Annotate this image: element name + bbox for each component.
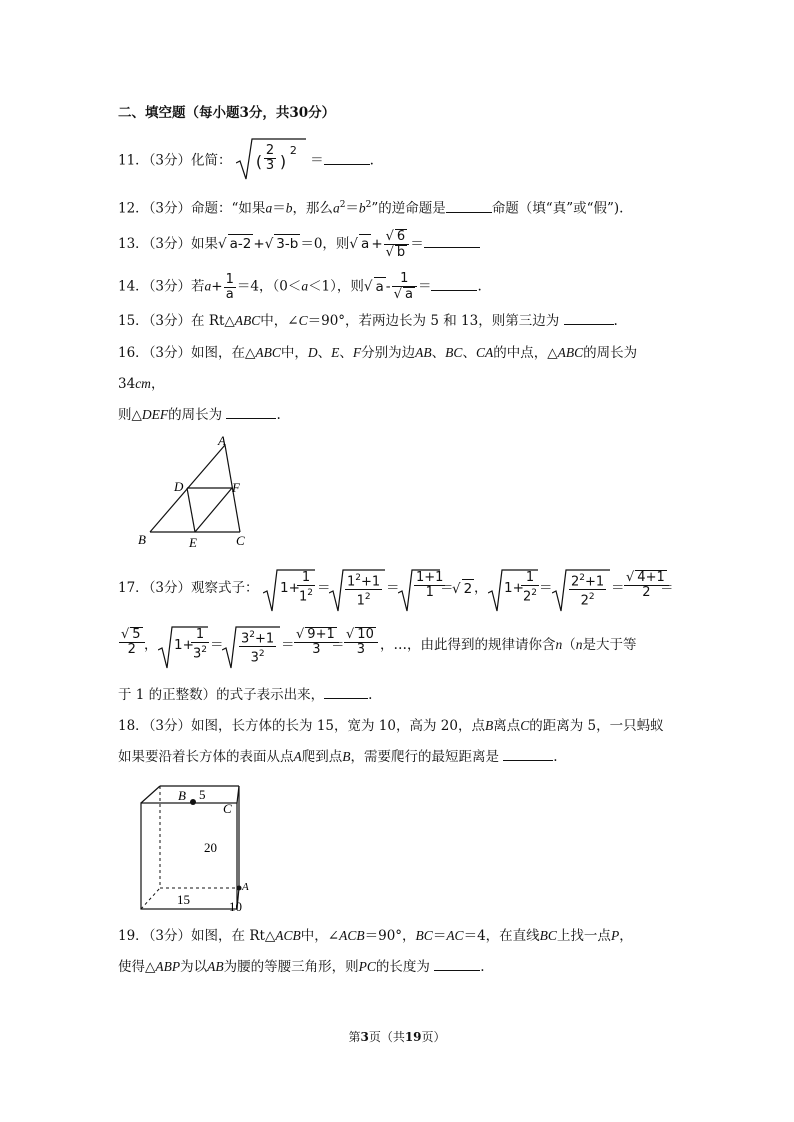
radical-sign: √ [121,627,130,642]
period: . [480,959,485,975]
fraction-denominator: 2 [523,589,532,605]
question-text: ＝90°，若两边长为 5 和 13，则第三边为 [307,313,560,329]
number: 1 [280,580,289,596]
segment-label: PC [358,959,376,974]
question-text: ＝4，（0＜ [236,278,302,295]
question-number: 11． [118,152,149,169]
radical-sign: √ [626,570,635,585]
point-label: P [610,928,620,943]
question-number: 17． [118,580,149,596]
angle-label: ACB [339,928,365,943]
period: . [276,407,281,423]
perimeter-value: 34 [118,376,136,392]
question-text: 分别为边 [361,345,416,361]
question-number: 16． [118,345,149,361]
segment-EF [195,488,232,532]
fraction-numerator: 1+1 [416,570,444,585]
equals: ＝ [317,580,331,596]
question-text: 是大于等 [582,637,637,653]
fraction-denominator: 2 [127,642,136,657]
punctuation: ， [474,580,488,596]
question-text: 如图，在 Rt△ [191,928,276,944]
question-text: 爬到点 [301,749,343,765]
score: （3分） [148,718,192,734]
question-text: 命题：“如果 [191,200,266,217]
question-text: ，需要爬行的最短距离是 [350,749,499,765]
separator: 、 [431,345,446,361]
var-c: C [298,313,308,328]
question-text: ＝0，则 [300,236,350,252]
fraction-numerator: 1 [225,271,234,287]
label-A: A [242,881,249,893]
fraction-numerator: 1 [392,272,417,287]
point-label: D [307,345,318,360]
question-19-line2 [118,958,485,976]
plus: + [253,236,265,252]
question-18-line2 [118,748,558,766]
exponent: 2 [339,200,346,210]
radicand: 9+1 [307,627,335,642]
period: . [369,152,374,169]
radicand: b [396,245,406,260]
radical-sign: √ [452,581,461,597]
question-text: 中，∠ [300,928,340,944]
question-text: 为以 [180,959,208,975]
question-text: 如图，在△ [191,345,256,361]
question-text: 如图，长方体的长为 15，宽为 10，高为 20，点 [191,718,485,734]
label-B: B [138,532,146,547]
var-a: a [265,200,273,216]
exponent: 2 [307,588,314,598]
triangle-label: DEF [141,407,169,422]
answer-blank[interactable] [564,312,614,325]
radicand: a [375,278,384,295]
question-text: ，…，由此得到的规律请你含 [380,637,556,653]
question-text: 于 1 的正整数）的式子表示出来， [118,687,325,703]
fraction-denominator: 2 [642,585,651,600]
question-text: 中，∠ [260,313,299,329]
radicand: a [361,236,370,252]
sqrt-expression: ( $\frac{2}{3}$ ) 2 [236,141,306,181]
var-a: a [301,278,309,294]
segment-label: AB [207,959,224,974]
segment-label: BC [445,345,463,360]
plus: + [211,278,223,295]
label-D: D [174,479,184,494]
question-text: 离点 [493,718,521,734]
question-18 [118,717,664,735]
question-number: 15． [118,313,149,329]
equals: ＝ [345,200,359,217]
point-A-dot [237,886,242,891]
answer-blank[interactable] [324,686,368,699]
triangle-label: ABC [255,345,281,360]
triangle-figure [130,430,260,552]
label-10: 10 [229,899,242,914]
point-label: B [342,749,351,764]
score: （3分） [148,313,192,329]
question-text: 的周长为 [168,407,223,423]
question-text: 观察式子： [191,580,259,596]
page-number: 3 [360,1030,369,1044]
unit: cm [135,376,151,391]
var-n: n [555,637,563,652]
question-text: 使得△ [118,959,156,975]
hidden-edge [141,888,160,909]
question-text: 在 Rt△ [191,313,235,329]
exponent: 2 [365,200,372,210]
question-text: 如果要沿着长方体的表面从点 [118,749,294,765]
var-b: b [358,200,366,216]
answer-blank[interactable] [431,278,477,291]
equals: ＝ [310,152,324,169]
radicand: 2 [463,581,473,597]
question-11 [118,141,374,181]
separator: 、 [317,345,332,361]
radicand: 5 [132,627,141,642]
label-F: F [232,480,240,495]
radicand: 4+1 [637,570,665,585]
var-a: a [204,278,212,294]
question-text: 命题（填“真”或“假”). [491,200,624,217]
label-B: B [178,788,186,803]
fraction [384,229,410,260]
fraction [392,272,417,302]
question-13: 13．（3分）如果√ a-2 +√ 3-b ＝0，则√ a + $\frac{√ 6}{√ b}$ ＝ [118,229,480,260]
equals: ＝ [410,236,424,252]
score: （3分） [148,345,192,361]
exponent: 2 [249,630,256,640]
question-text: 若 [191,278,205,295]
triangle-label: ACB [275,928,301,943]
question-number: 19． [118,928,149,944]
fraction-denominator: 3 [312,642,321,657]
fraction-denominator: 3 [265,158,275,173]
period: . [613,313,618,329]
var-n: n [575,637,583,652]
score: （3分） [148,278,192,295]
base: 2 [571,574,580,590]
fraction-denominator: 1 [299,589,308,605]
question-number: 14． [118,278,149,295]
fraction-denominator: 1 [356,593,365,609]
question-text: 的中点，△ [493,345,558,361]
triangle-label: ABP [155,959,181,974]
point-label: E [331,345,340,360]
question-text: ，那么 [292,200,333,217]
radicand: a-2 [229,236,252,252]
radicand: 10 [357,627,374,642]
segment-label: AB [415,345,432,360]
label-C: C [236,533,245,548]
question-text: ＝90°， [364,928,416,944]
question-16-line2 [118,375,164,393]
fraction-denominator: 3 [250,650,259,666]
label-C: C [223,801,232,816]
question-17-line3 [118,686,372,704]
score: （3分） [148,152,192,169]
var-b: b [285,200,293,216]
base: 1 [347,574,356,590]
fraction-denominator: a [225,286,234,302]
label-E: E [189,535,197,550]
answer-blank[interactable] [446,200,492,213]
cuboid-figure [130,780,265,915]
total-pages: 19 [404,1030,422,1044]
question-14 [118,272,482,302]
score: （3分） [148,236,192,252]
base: 3 [241,631,250,647]
plus: + [288,580,300,596]
question-text: 中， [280,345,308,361]
point-label: C [520,718,530,733]
question-text: 的长度为 [375,959,430,975]
triangle-label: ABC [557,345,584,360]
radical-sign: √ [363,278,373,295]
label-A: A [218,433,226,448]
radical-sign: √ [349,236,359,252]
radicand: 3-b [276,236,299,252]
score: （3分） [148,200,192,217]
period: . [477,278,482,295]
question-15 [118,312,618,330]
answer-blank[interactable] [434,958,480,971]
exponent: 2 [289,144,297,157]
period: . [553,749,558,765]
separator: 、 [339,345,353,361]
exponent: 2 [258,649,265,660]
point-B-dot [190,799,196,805]
question-text: 上找一点 [556,928,611,944]
fraction-denominator: 3 [356,642,366,657]
page-footer [0,1028,794,1045]
minus: - [385,278,391,295]
score: （3分） [148,928,192,944]
radical-sign: √ [393,287,402,302]
answer-blank[interactable] [324,152,370,165]
question-number: 13． [118,236,149,252]
score: （3分） [148,580,192,596]
punctuation: ， [619,928,633,944]
footer-text: 页（共 [368,1030,405,1044]
exponent: 2 [364,592,371,603]
radicand: a [404,287,413,302]
addend: +1 [361,574,381,590]
radical-sign: √ [385,245,394,260]
question-number: 18． [118,718,149,734]
point-label: F [352,345,362,360]
segment-label: AC [446,928,464,943]
question-text: 的距离为 5，一只蚂蚁 [529,718,664,734]
question-text: 化简： [191,152,232,169]
exponent: 2 [579,573,586,583]
equals: ＝ [432,928,447,944]
exponent: 2 [355,573,362,583]
question-text: 的周长为 [583,345,638,361]
equals: ＝ [417,278,432,295]
triangle-label: ABC [234,313,261,328]
period: . [368,687,373,703]
radical-sign: √ [385,229,394,244]
question-16 [118,344,637,362]
addend: +1 [585,574,605,590]
segment-label: BC [539,928,557,943]
fraction-numerator: 2 [265,143,275,158]
segment-label: BC [415,928,433,943]
section-title: 二、填空题（每小题3分，共30分） [118,105,336,121]
question-16-line3 [118,406,281,424]
answer-blank[interactable] [226,406,276,419]
question-19 [118,927,633,945]
segment-label: CA [475,345,494,360]
answer-blank[interactable] [503,748,553,761]
fraction-denominator: 2 [580,593,589,609]
label-20: 20 [204,840,217,855]
radical-sign: √ [346,627,355,642]
label-15: 15 [177,892,190,907]
separator: 、 [462,345,476,361]
var-a: a [332,200,340,216]
question-number: 12． [118,200,149,217]
segment-DE [187,488,195,532]
question-text: ＜1），则 [308,278,364,295]
radicand: 6 [396,229,406,244]
question-12 [118,196,623,218]
exponent: 2 [201,645,208,655]
exponent: 2 [588,592,595,603]
answer-blank[interactable] [424,235,480,248]
equals: ＝ [272,200,286,217]
punctuation: ， [150,376,165,392]
question-text: ”的逆命题是 [371,200,446,217]
exponent: 2 [531,588,538,598]
radical-sign: √ [264,236,274,252]
punctuation: （ [562,637,576,653]
question-text: 如果 [191,236,219,252]
footer-text: 第 [348,1030,361,1044]
fraction-denominator: 3 [193,646,202,662]
radical-sign: √ [296,627,305,642]
fraction-denominator: 1 [425,585,434,600]
question-text: 则△ [118,407,142,423]
question-text: 为腰的等腰三角形，则 [223,959,359,975]
point-label: A [293,749,302,764]
label-5: 5 [199,787,206,802]
footer-text: 页） [421,1030,446,1044]
fraction [224,273,236,302]
radical-sign: √ [218,236,227,252]
edge [141,786,160,803]
question-text: ＝4，在直线 [463,928,540,944]
addend: +1 [255,631,275,647]
point-label: B [484,718,494,733]
